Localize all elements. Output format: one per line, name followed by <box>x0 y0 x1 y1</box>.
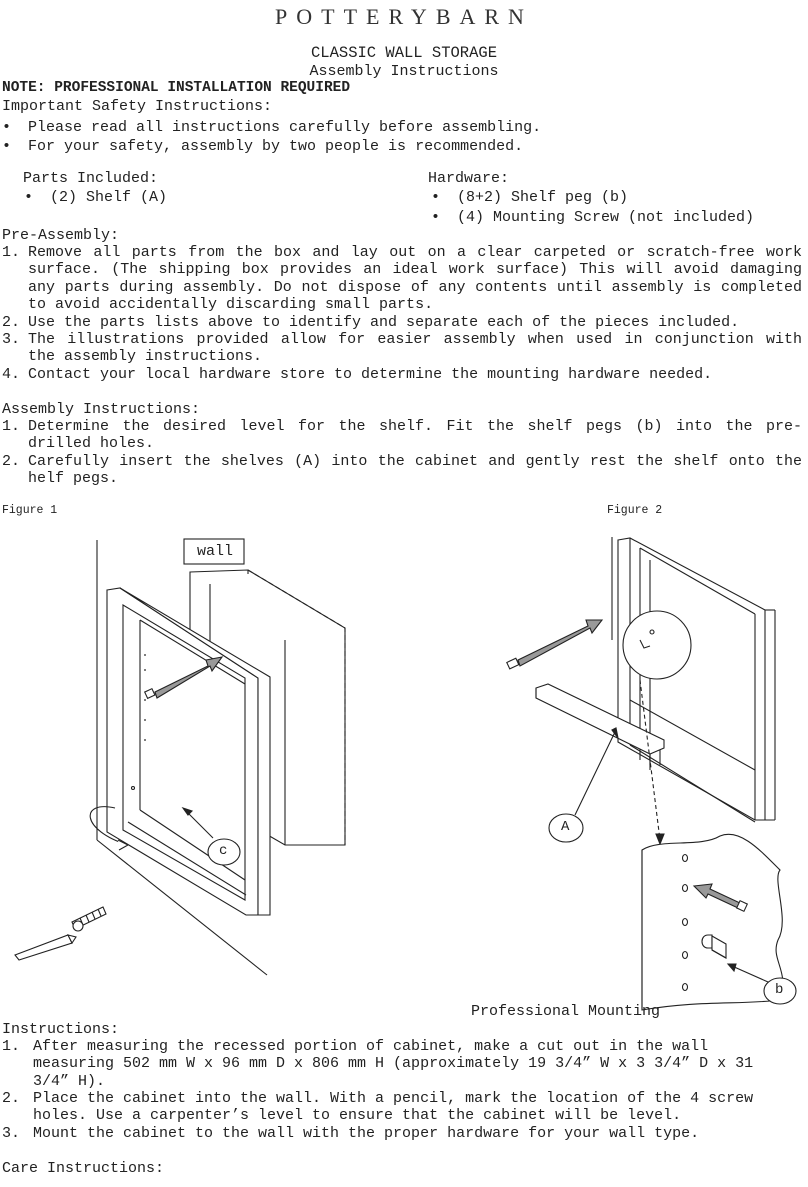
list-number: 2. <box>2 314 21 331</box>
pencil-icon <box>15 935 72 960</box>
brand-logo: POTTERYBARN <box>275 4 533 29</box>
list-number: 1. <box>2 244 21 261</box>
detail-magnifier-circle <box>623 611 691 679</box>
figure-1-label: Figure 1 <box>2 504 58 517</box>
safety-item: • Please read all instructions carefully before assembling. <box>28 119 541 136</box>
assembly-step: Carefully insert the shelves (A) into the cabinet and gently rest the shelf onto the helf pegs. <box>28 453 802 488</box>
pre-assembly-step: Use the parts lists above to identify and separate each of the pieces included. <box>28 314 740 331</box>
callout-line-a <box>575 732 615 815</box>
cabinet-frame-fig2 <box>618 538 775 822</box>
list-number: 3. <box>2 331 21 348</box>
hardware-item: • (4) Mounting Screw (not included) <box>457 209 754 226</box>
care-heading: Care Instructions: <box>2 1160 165 1177</box>
assembly-step: Determine the desired level for the shelf. Fit the shelf pegs (b) into the pre-drilled holes. <box>28 418 802 453</box>
instruction-step: After measuring the recessed portion of cabinet, make a cut out in the wall measuring 502 mm W x 96 mm D x 806 mm H (approximately 19 3/4” W x 3 3/4” D x 31 3/4” H). <box>33 1038 754 1090</box>
callout-label-c: c <box>219 843 228 859</box>
screw-icon <box>72 907 106 931</box>
instruction-step: Place the cabinet into the wall. With a pencil, mark the location of the 4 screw holes. Use a carpenter’s level to ensure that the cabinet will be level. <box>33 1090 754 1125</box>
pre-assembly-heading: Pre-Assembly: <box>2 227 120 244</box>
list-number: 4. <box>2 366 21 383</box>
list-number: 3. <box>2 1125 21 1142</box>
detail-panel <box>642 834 783 1010</box>
instructions-heading: Instructions: <box>2 1021 120 1038</box>
instruction-step: Mount the cabinet to the wall with the proper hardware for your wall type. <box>33 1125 700 1142</box>
parts-heading: Parts Included: <box>23 170 159 187</box>
list-number: 2. <box>2 453 21 470</box>
document-subtitle: Assembly Instructions <box>309 63 499 80</box>
document-title: CLASSIC WALL STORAGE <box>310 44 498 62</box>
callout-label-b: b <box>775 982 784 998</box>
figure-2-label: Figure 2 <box>607 504 663 517</box>
pre-assembly-step: The illustrations provided allow for easier assembly when used in conjunction with the assembly instructions. <box>28 331 802 366</box>
direction-arrow-fig2 <box>507 620 602 669</box>
list-number: 1. <box>2 1038 21 1055</box>
pre-assembly-step: Remove all parts from the box and lay out on a clear carpeted or scratch-free work surface. (The shipping box provides an ideal work surface) This will avoid damaging any parts during assembly. Do not dispose of any contents until assembly is completed to avoid accidentally discarding small parts. <box>28 244 802 313</box>
list-number: 1. <box>2 418 21 435</box>
wall-label: wall <box>197 543 234 560</box>
professional-mounting-caption: Professional Mounting <box>471 1003 661 1020</box>
safety-heading: Important Safety Instructions: <box>2 98 273 115</box>
assembly-heading: Assembly Instructions: <box>2 401 201 418</box>
parts-item: • (2) Shelf (A) <box>50 189 167 206</box>
hardware-heading: Hardware: <box>428 170 510 187</box>
callout-label-a: A <box>561 819 570 835</box>
list-number: 2. <box>2 1090 21 1107</box>
safety-item: • For your safety, assembly by two people is recommended. <box>28 138 523 155</box>
hardware-item: • (8+2) Shelf peg (b) <box>457 189 628 206</box>
installation-note: NOTE: PROFESSIONAL INSTALLATION REQUIRED <box>2 80 351 96</box>
pre-assembly-step: Contact your local hardware store to determine the mounting hardware needed. <box>28 366 713 383</box>
